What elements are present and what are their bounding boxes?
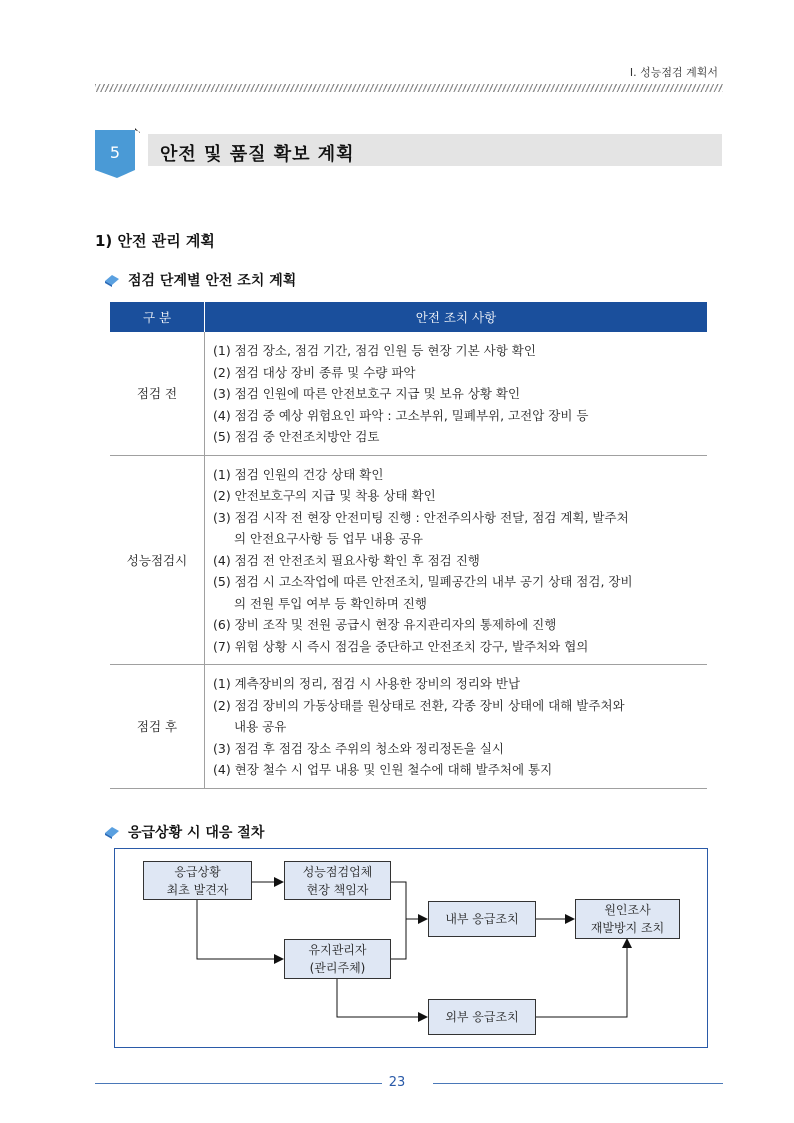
section-number: 5 <box>109 143 121 162</box>
header-hatch-divider <box>95 84 723 92</box>
diamond-bullet-icon <box>103 273 121 287</box>
table-row <box>110 332 707 455</box>
box-facility-manager <box>284 939 391 979</box>
box-site-manager-line2: 현장 책임자 <box>306 882 369 897</box>
row-category: 점검 전 <box>110 332 205 455</box>
box-external-response <box>428 999 536 1035</box>
list-item: (3) 점검 시작 전 현장 안전미팅 진행 : 안전주의사항 전달, 점검 계획, 발주처 <box>213 509 629 525</box>
list-item: (4) 점검 중 예상 위험요인 파악 : 고소부위, 밀폐부위, 고전압 장비 등 <box>213 407 589 423</box>
list-item: (7) 위험 상황 시 즉시 점검을 중단하고 안전조치 강구, 발주처와 협의 <box>213 638 589 654</box>
box-facility-manager-line1: 유지관리자 <box>308 943 367 957</box>
table-row <box>110 665 707 789</box>
table-header-row <box>110 302 707 332</box>
list-item: (4) 점검 전 안전조치 필요사항 확인 후 점검 진행 <box>213 552 480 568</box>
list-item: (1) 계측장비의 정리, 점검 시 사용한 장비의 정리와 반납 <box>213 676 521 691</box>
subsection-title: 1) 안전 관리 계획 <box>95 232 215 250</box>
list-item: (1) 점검 장소, 점검 기간, 점검 인원 등 현장 기본 사항 확인 <box>213 343 536 358</box>
list-item: (2) 점검 장비의 가동상태를 원상태로 전환, 각종 장비 상태에 대해 발주처와 <box>213 697 625 713</box>
page-number: 23 <box>388 1075 406 1090</box>
box-investigation-line2: 재발방지 조치 <box>590 921 665 935</box>
arrow-facility-to-external <box>337 979 427 1017</box>
header-category: 구 분 <box>110 302 205 332</box>
box-investigation-line1: 원인조사 <box>604 903 651 917</box>
list-item: (5) 점검 중 안전조치방안 검토 <box>213 429 380 444</box>
section-title: 안전 및 품질 확보 계획 <box>160 144 355 165</box>
bracket-managers <box>391 882 406 959</box>
safety-measures-table <box>110 302 707 789</box>
header-measures: 안전 조치 사항 <box>205 302 708 332</box>
list-item: (2) 점검 대상 장비 종류 및 수량 파악 <box>213 364 416 380</box>
list-item: (3) 점검 후 점검 장소 주위의 청소와 정리정돈을 실시 <box>213 740 504 756</box>
box-site-manager-line1: 성능점검업체 <box>302 864 373 879</box>
box-site-manager <box>284 861 391 900</box>
row-items <box>205 455 708 665</box>
table-heading-text: 점검 단계별 안전 조치 계획 <box>128 273 297 289</box>
arrow-external-to-investigation <box>536 939 627 1017</box>
box-facility-manager-line2: (관리주체) <box>309 961 366 975</box>
box-investigation <box>575 899 680 939</box>
box-internal-line1: 내부 응급조치 <box>445 912 519 926</box>
box-discoverer-line2: 최초 발견자 <box>166 882 229 897</box>
running-header: Ⅰ. 성능점검 계획서 <box>629 66 718 79</box>
row-items <box>205 665 708 789</box>
box-external-line1: 외부 응급조치 <box>445 1010 519 1024</box>
emergency-flowchart <box>114 848 708 1048</box>
box-internal-response <box>428 901 536 937</box>
table-row <box>110 455 707 665</box>
list-item: (1) 점검 인원의 건강 상태 확인 <box>213 466 384 482</box>
list-item: (2) 안전보호구의 지급 및 착용 상태 확인 <box>213 488 436 503</box>
box-discoverer <box>143 861 252 900</box>
list-item: 의 전원 투입 여부 등 확인하며 진행 <box>234 595 427 611</box>
flow-heading <box>103 822 264 842</box>
diamond-bullet-icon <box>103 825 121 839</box>
list-item: (3) 점검 인원에 따른 안전보호구 지급 및 보유 상황 확인 <box>213 386 521 401</box>
flow-heading-text: 응급상황 시 대응 절차 <box>128 825 265 841</box>
list-item: (5) 점검 시 고소작업에 따른 안전조치, 밀폐공간의 내부 공기 상태 점검, 장비 <box>213 574 633 589</box>
list-item: (6) 장비 조작 및 전원 공급시 현장 유지관리자의 통제하에 진행 <box>213 617 557 632</box>
list-item: 의 안전요구사항 등 업무 내용 공유 <box>234 531 423 546</box>
row-items <box>205 332 708 455</box>
table-heading <box>103 270 296 290</box>
list-item: 내용 공유 <box>234 719 287 734</box>
section-number-badge <box>95 128 140 178</box>
arrow-discoverer-to-facility <box>197 900 283 959</box>
row-category: 점검 후 <box>110 665 205 789</box>
list-item: (4) 현장 철수 시 업무 내용 및 인원 철수에 대해 발주처에 통지 <box>213 762 553 777</box>
box-discoverer-line1: 응급상황 <box>174 864 221 879</box>
row-category: 성능점검시 <box>110 455 205 665</box>
